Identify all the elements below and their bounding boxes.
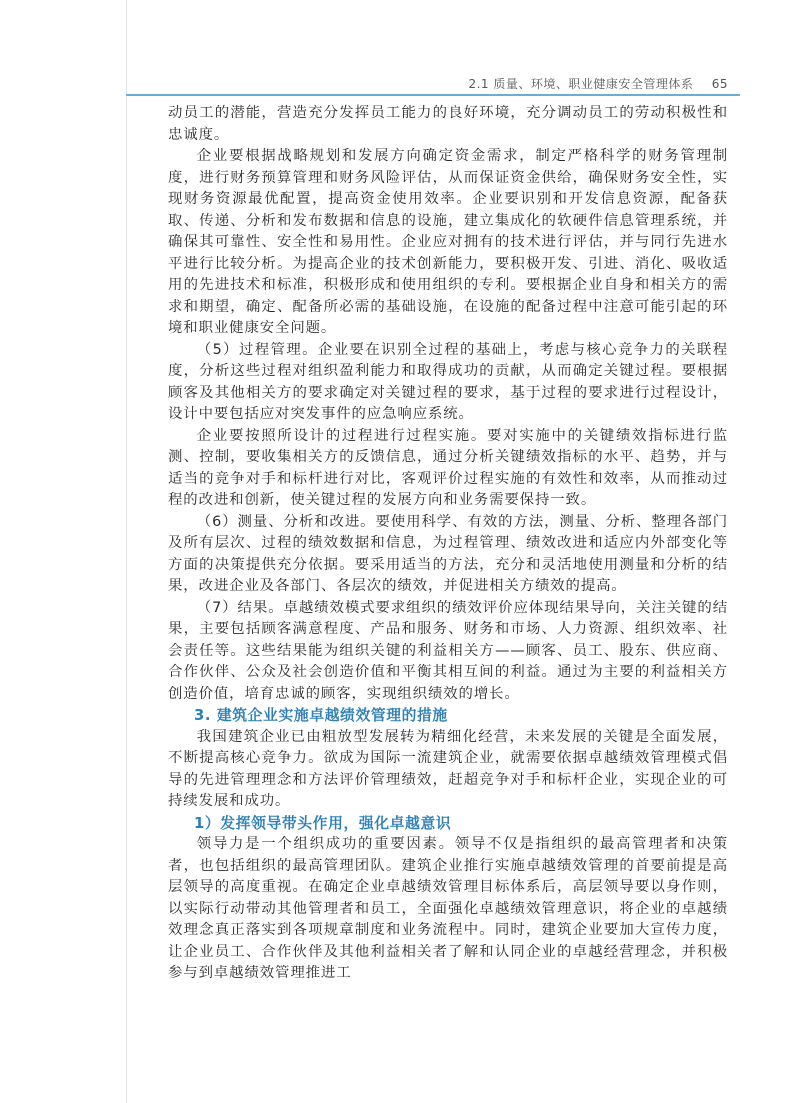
header-section-number: 2.1	[468, 77, 490, 91]
page-number: 65	[711, 77, 728, 91]
paragraph-process-implementation: 企业要按照所设计的过程进行过程实施。要对实施中的关键绩效指标进行监测、控制，要收集相关方的反馈信息，通过分析关键绩效指标的水平、趋势，并与适当的竞争对手和标杆进行对比，客观评价过程实施的有效性和效率，从而推动过程的改进和创新，使关键过程的发展方向和业务需要保持一致。	[168, 427, 728, 508]
paragraph-continued: 动员工的潜能，营造充分发挥员工能力的良好环境，充分调动员工的劳动积极性和忠诚度。	[168, 105, 728, 143]
subsection-heading: 1）发挥领导带头作用，强化卓越意识	[194, 814, 452, 832]
header-rule	[126, 94, 740, 96]
paragraph-section-intro: 我国建筑企业已由粗放型发展转为精细化经营，未来发展的关键是全面发展，不断提高核心竞争力。欲成为国际一流建筑企业，就需要依据卓越绩效管理模式倡导的先进管理理念和方法评价管理绩效，赶超竞争对手和标杆企业，实现企业的可持续发展和成功。	[168, 728, 728, 809]
paragraph-resources: 企业要根据战略规划和发展方向确定资金需求，制定严格科学的财务管理制度，进行财务预算管理和财务风险评估，从而保证资金供给，确保财务安全性，实现财务资源最优配置，提高资金使用效率。企业要识别和开发信息资源，配备获取、传递、分析和发布数据和信息的设施，建立集成化的软硬件信息管理系统，并确保其可靠性、安全性和易用性。企业应对拥有的技术进行评估，并与同行先进水平进行比较分析。为提高企业的技术创新能力，要积极开发、引进、消化、吸收适用的先进技术和标准，积极形成和使用组织的专利。要根据企业自身和相关方的需求和期望，确定、配备所必需的基础设施，在设施的配备过程中注意可能引起的环境和职业健康安全问题。	[168, 148, 728, 336]
paragraph-results: （7）结果。卓越绩效模式要求组织的绩效评价应体现结果导向，关注关键的结果，主要包括顾客满意程度、产品和服务、财务和市场、人力资源、组织效率、社会责任等。这些结果能为组织关键的利益相关方——顾客、员工、股东、供应商、合作伙伴、公众及社会创造价值和平衡其相互间的利益。通过为主要的利益相关方创造价值，培育忠诚的顾客，实现组织绩效的增长。	[168, 599, 728, 702]
running-header	[126, 75, 740, 95]
margin-rule	[126, 0, 127, 1103]
body-text	[168, 103, 728, 985]
header-title: 质量、环境、职业健康安全管理体系	[493, 77, 694, 91]
paragraph-leadership: 领导力是一个组织成功的重要因素。领导不仅是指组织的最高管理者和决策者，也包括组织的最高管理团队。建筑企业推行实施卓越绩效管理的首要前提是高层领导的高度重视。在确定企业卓越绩效管理目标体系后，高层领导要以身作则，以实际行动带动其他管理者和员工，全面强化卓越绩效管理意识，将企业的卓越绩效理念真正落实到各项规章制度和业务流程中。同时，建筑企业要加大宣传力度，让企业员工、合作伙伴及其他利益相关者了解和认同企业的卓越经营理念，并积极参与到卓越绩效管理推进工	[168, 836, 728, 981]
section-heading: 3. 建筑企业实施卓越绩效管理的措施	[194, 707, 448, 724]
header-text	[468, 75, 728, 92]
paragraph-process-management: （5）过程管理。企业要在识别全过程的基础上，考虑与核心竞争力的关联程度，分析这些过程对组织盈利能力和取得成功的贡献，从而确定关键过程。要根据顾客及其他相关方的要求确定对关键过程的要求，基于过程的要求进行过程设计，设计中要包括应对突发事件的应急响应系统。	[168, 341, 728, 422]
paragraph-measurement: （6）测量、分析和改进。要使用科学、有效的方法，测量、分析、整理各部门及所有层次、过程的绩效数据和信息，为过程管理、绩效改进和适应内外部变化等方面的决策提供充分依据。要采用适当的方法，充分和灵活地使用测量和分析的结果，改进企业及各部门、各层次的绩效，并促进相关方绩效的提高。	[168, 513, 728, 594]
